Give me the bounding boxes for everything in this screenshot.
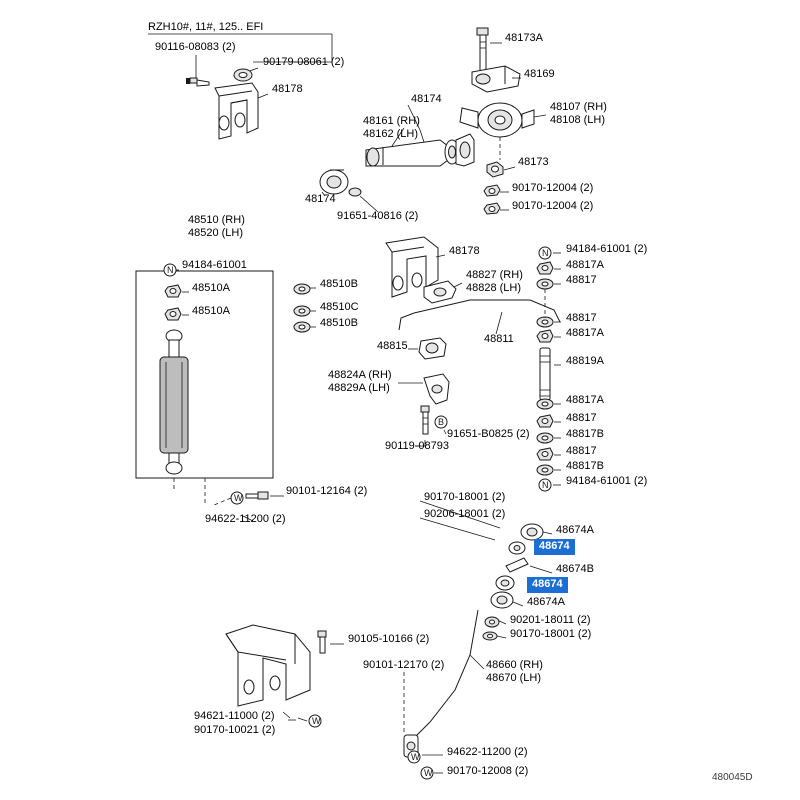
part-label: 48510A bbox=[192, 282, 230, 294]
part-label: 90170-12008 (2) bbox=[447, 765, 529, 777]
part-label: 91651-40816 (2) bbox=[337, 210, 419, 222]
part-label: 48173 bbox=[518, 156, 549, 168]
part-label: 48510C bbox=[320, 301, 359, 313]
svg-text:W: W bbox=[411, 752, 420, 762]
part-label: 48829A (LH) bbox=[328, 382, 390, 394]
svg-text:B: B bbox=[438, 417, 445, 427]
part-label: 90101-12170 (2) bbox=[363, 659, 445, 671]
part-label: 90170-18001 (2) bbox=[510, 628, 592, 640]
svg-text:N: N bbox=[542, 480, 549, 490]
svg-text:W: W bbox=[424, 768, 433, 778]
part-label: 48817 bbox=[566, 274, 597, 286]
part-label: 48520 (LH) bbox=[188, 227, 244, 239]
svg-text:W: W bbox=[234, 493, 243, 503]
part-label: 90105-10166 (2) bbox=[348, 633, 430, 645]
part-label: 48824A (RH) bbox=[328, 369, 392, 381]
svg-text:W: W bbox=[312, 716, 321, 726]
part-label: 48174 bbox=[305, 193, 336, 205]
part-label: 48178 bbox=[272, 83, 303, 95]
part-label: 48817 bbox=[566, 412, 597, 424]
part-label: 90170-12004 (2) bbox=[512, 200, 594, 212]
part-label: 48828 (LH) bbox=[466, 282, 522, 294]
part-label: 48108 (LH) bbox=[550, 114, 606, 126]
part-label: 48817A bbox=[566, 259, 604, 271]
part-label: 48817 bbox=[566, 445, 597, 457]
part-label: 90201-18011 (2) bbox=[510, 614, 591, 626]
part-label: 48674A bbox=[527, 596, 565, 608]
part-label: 48510B bbox=[320, 278, 358, 290]
part-label: 48178 bbox=[449, 245, 480, 257]
part-label: 48162 (LH) bbox=[363, 128, 419, 140]
part-label: 48827 (RH) bbox=[466, 269, 523, 281]
part-label: 48174 bbox=[411, 93, 442, 105]
part-label: 94621-11000 (2) bbox=[194, 710, 275, 722]
diagram-title-note: RZH10#, 11#, 125.. EFI bbox=[148, 21, 264, 33]
part-label: 48510B bbox=[320, 317, 358, 329]
part-label: 48169 bbox=[524, 68, 555, 80]
part-label: 48674B bbox=[556, 563, 594, 575]
part-label: 48817B bbox=[566, 460, 604, 472]
part-label: 94184-61001 bbox=[182, 259, 247, 271]
part-label: 48161 (RH) bbox=[363, 115, 420, 127]
part-label: 90119-08793 bbox=[385, 440, 450, 452]
part-label: 91651-B0825 (2) bbox=[447, 428, 530, 440]
part-label: 94184-61001 (2) bbox=[566, 475, 648, 487]
part-label: 48815 bbox=[377, 340, 408, 352]
part-label: 48660 (RH) bbox=[486, 659, 543, 671]
svg-text:N: N bbox=[167, 265, 174, 275]
part-label: 94622-11200 (2) bbox=[447, 746, 528, 758]
part-label: 48674A bbox=[556, 524, 594, 536]
part-label: 90179-08061 (2) bbox=[263, 56, 345, 68]
highlighted-part-48674-lower[interactable]: 48674 bbox=[527, 577, 568, 593]
svg-text:N: N bbox=[542, 248, 549, 258]
part-label: 48811 bbox=[484, 333, 514, 345]
part-label: 48670 (LH) bbox=[486, 672, 542, 684]
part-label: 48510A bbox=[192, 305, 230, 317]
part-label: 90170-18001 (2) bbox=[424, 491, 506, 503]
part-label: 48817B bbox=[566, 428, 604, 440]
highlighted-part-48674-upper[interactable]: 48674 bbox=[534, 539, 575, 555]
part-label: 90170-10021 (2) bbox=[194, 724, 276, 736]
part-label: 48817 bbox=[566, 312, 597, 324]
part-label: 48817A bbox=[566, 394, 604, 406]
part-label: 94622-11200 (2) bbox=[205, 513, 286, 525]
figure-code: 480045D bbox=[712, 772, 753, 783]
part-label: 94184-61001 (2) bbox=[566, 243, 648, 255]
part-label: 90116-08083 (2) bbox=[155, 41, 236, 53]
part-label: 90206-18001 (2) bbox=[424, 508, 506, 520]
part-label: 48173A bbox=[505, 32, 543, 44]
part-label: 48817A bbox=[566, 327, 604, 339]
part-label: 48510 (RH) bbox=[188, 214, 245, 226]
part-label: 90101-12164 (2) bbox=[286, 485, 368, 497]
part-label: 48819A bbox=[566, 355, 604, 367]
part-label: 48107 (RH) bbox=[550, 101, 607, 113]
part-label: 90170-12004 (2) bbox=[512, 182, 594, 194]
